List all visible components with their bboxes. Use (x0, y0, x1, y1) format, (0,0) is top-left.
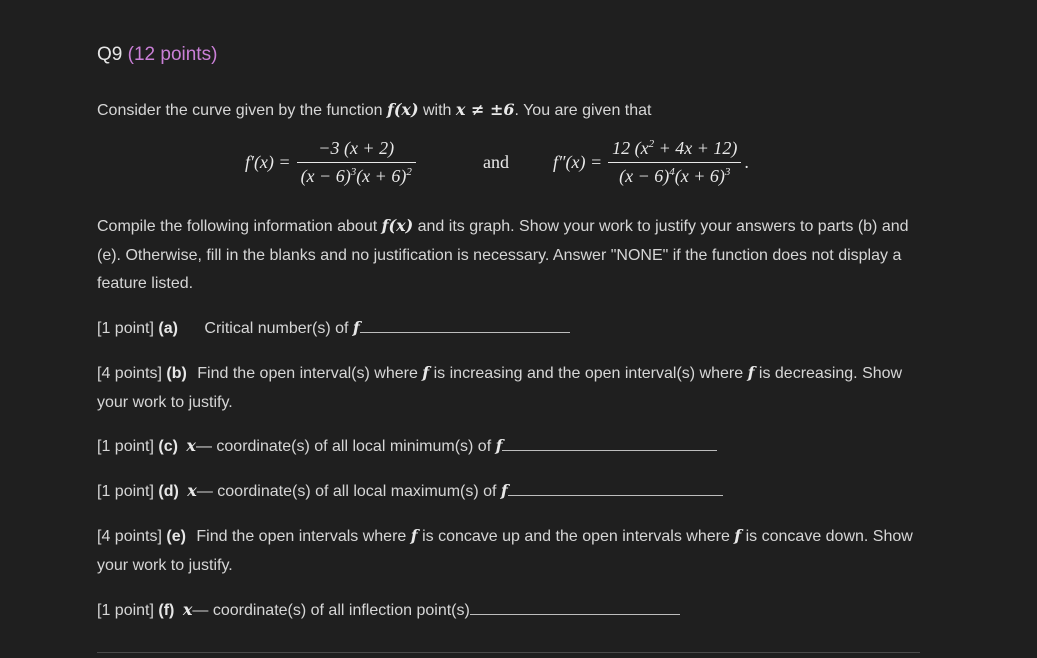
part-d (97, 477, 922, 507)
part-points: [1 point] (97, 438, 154, 455)
part-f (97, 596, 922, 626)
den-exponent: 2 (406, 166, 412, 178)
den-exponent: 3 (724, 166, 731, 178)
second-derivative-label: f″(x) = (553, 152, 603, 172)
function-f: f (352, 318, 360, 337)
answer-blank-d[interactable] (508, 481, 723, 496)
question-points: (12 points) (127, 44, 218, 65)
second-derivative-equation (553, 138, 749, 187)
part-e (97, 522, 922, 580)
first-derivative-label: f′(x) = (245, 152, 291, 172)
function-f: f (495, 436, 503, 455)
part-text: Critical number(s) of (204, 320, 353, 337)
den-exponent: 3 (350, 166, 357, 178)
part-text: Find the open interval(s) where (197, 365, 423, 382)
part-a (97, 314, 922, 344)
den-factor: (x − 6) (619, 166, 670, 186)
function-f: f (734, 526, 742, 545)
part-letter: (f) (158, 602, 175, 619)
part-points: [1 point] (97, 320, 154, 337)
part-letter: (d) (158, 483, 179, 500)
part-text: is concave up and the open intervals where (417, 528, 735, 545)
variable-x: x (186, 436, 196, 455)
part-text: Find the open intervals where (196, 528, 411, 545)
part-letter: (b) (166, 365, 187, 382)
and-word: and (483, 152, 509, 172)
part-text: is increasing and the open interval(s) where (429, 365, 748, 382)
answer-blank-c[interactable] (502, 436, 717, 451)
part-text: — coordinate(s) of all local maximum(s) of (196, 483, 501, 500)
first-derivative-fraction (297, 138, 416, 187)
compile-instructions (97, 212, 922, 299)
question-title (97, 44, 217, 66)
part-points: [1 point] (97, 602, 154, 619)
function-f: f (410, 526, 418, 545)
variable-x: x (187, 481, 197, 500)
domain-condition: x ≠ ±6 (455, 100, 515, 119)
function-fx: f(x) (381, 216, 414, 235)
compile-text-part: Compile the following information about (97, 218, 382, 235)
part-points: [4 points] (97, 365, 162, 382)
derivative-equations (97, 138, 922, 200)
intro-text-part: . You are given that (514, 102, 652, 119)
part-letter: (c) (158, 438, 178, 455)
part-points: [4 points] (97, 528, 162, 545)
first-derivative-numerator: −3 (x + 2) (297, 138, 416, 163)
den-exponent: 4 (669, 166, 675, 178)
part-b (97, 359, 922, 417)
part-letter: (a) (158, 320, 178, 337)
compile-text-part: and its graph. Show your work to justify your answers to parts (b) and (e). Otherwise, fill in the blanks and no justification is necessary. Answer "NONE" if the function does not display a feature listed. (97, 218, 909, 292)
question-page (97, 0, 922, 658)
den-factor: (x + 6) (356, 166, 407, 186)
intro-text-part: Consider the curve given by the function (97, 102, 387, 119)
function-fx: f(x) (386, 100, 419, 119)
answer-blank-f[interactable] (470, 600, 680, 615)
part-text: — coordinate(s) of all inflection point(s) (192, 602, 470, 619)
question-number: Q9 (97, 44, 123, 65)
den-factor: (x + 6) (674, 166, 725, 186)
variable-x: x (182, 600, 193, 619)
part-text: — coordinate(s) of all local minimum(s) of (195, 438, 496, 455)
part-text: is decreasing. Show your work to justify. (97, 365, 903, 411)
first-derivative-denominator (297, 163, 416, 187)
intro-text (97, 96, 651, 126)
part-points: [1 point] (97, 483, 154, 500)
num-exponent: 2 (648, 138, 655, 150)
function-f: f (747, 363, 755, 382)
function-f: f (422, 363, 430, 382)
den-factor: (x − 6) (300, 166, 351, 186)
answer-blank-a[interactable] (360, 318, 570, 333)
equation-period: . (744, 152, 749, 172)
first-derivative-equation (245, 138, 416, 187)
part-letter: (e) (166, 528, 186, 545)
second-derivative-fraction (608, 138, 741, 187)
num-part: + 4x + 12) (654, 138, 738, 158)
intro-text-part: with (418, 102, 456, 119)
part-c (97, 432, 922, 462)
bottom-divider (97, 652, 920, 653)
function-f: f (500, 481, 508, 500)
second-derivative-numerator (608, 138, 741, 163)
part-text: is concave down. Show your work to justify. (97, 528, 913, 574)
second-derivative-denominator (608, 163, 741, 187)
num-part: 12 (x (612, 138, 649, 158)
and-connector (483, 152, 509, 173)
